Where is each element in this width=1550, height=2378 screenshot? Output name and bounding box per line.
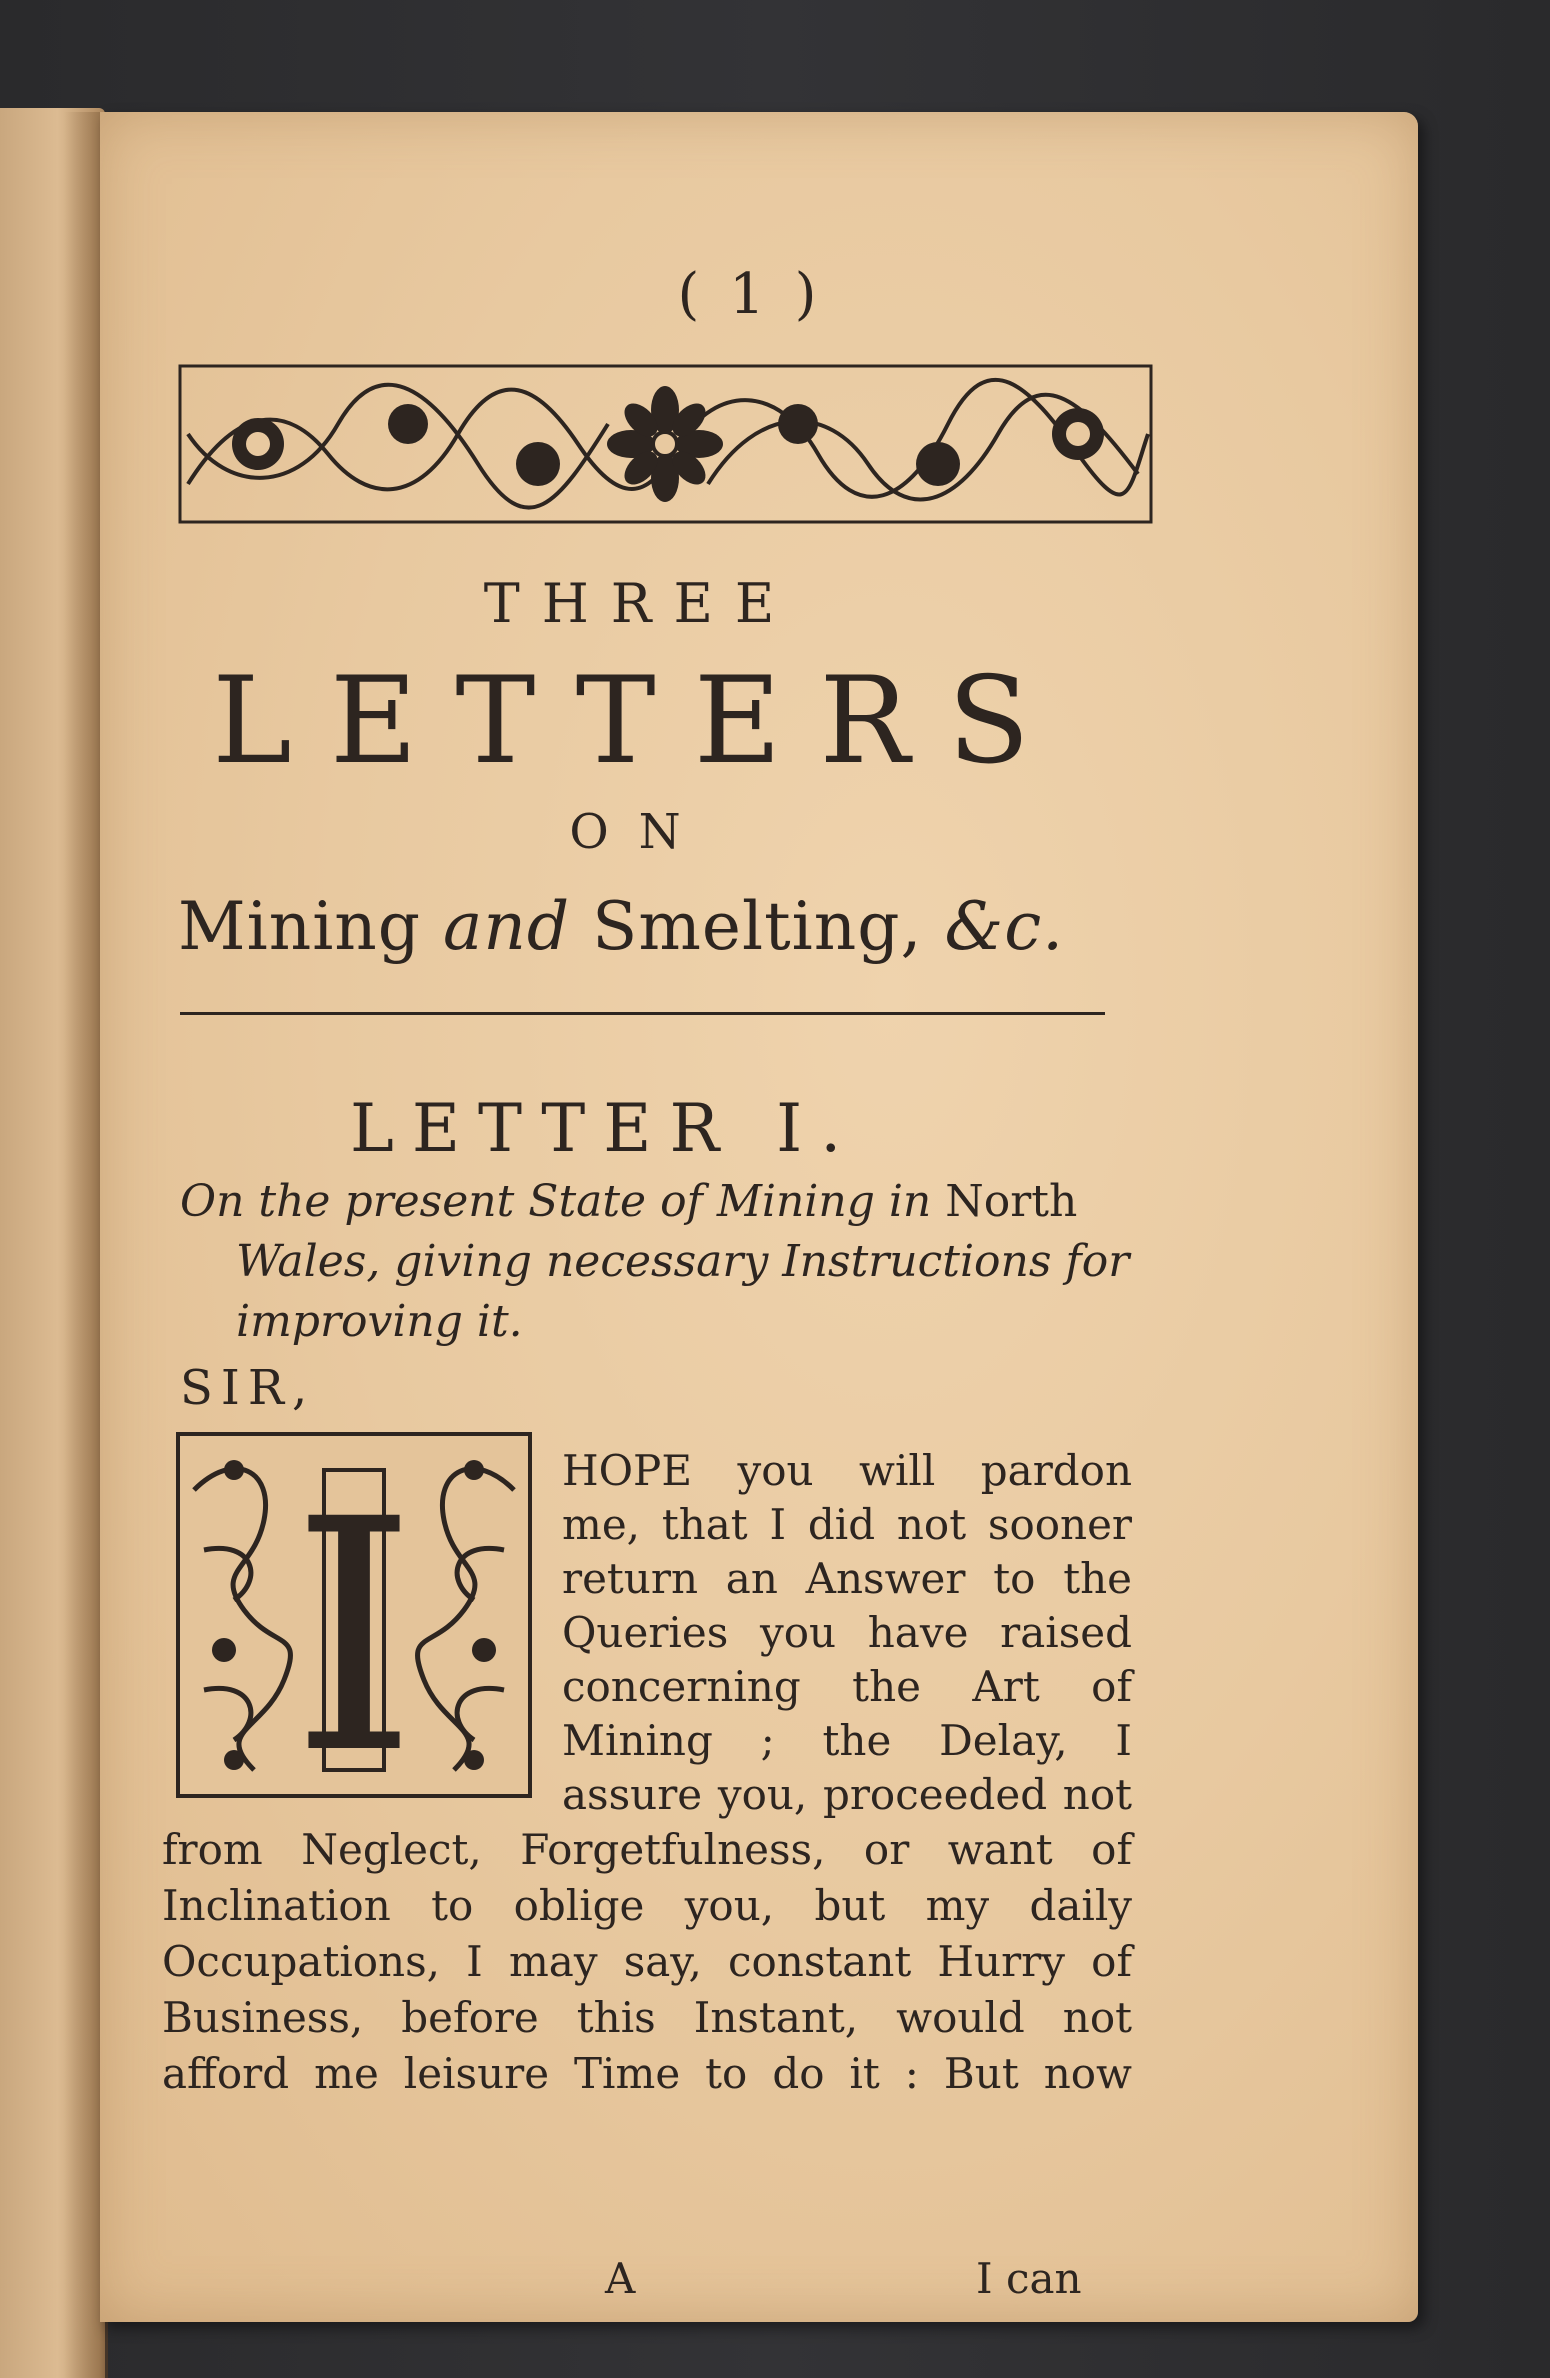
body-text-full-width [162,1822,1132,2102]
title-etc: &c. [944,888,1065,965]
body-line: Occupations, I may say, constant Hurry of [162,1937,1132,1986]
dropcap-letter: I [290,1452,418,1800]
subtitle-line: Wales, giving necessary Instructions for [236,1236,1130,1287]
body-text-beside-dropcap [562,1444,1132,1822]
title-mining-word: Mining [178,888,444,965]
subtitle-north: North [945,1176,1078,1227]
body-line: concerning the Art of [562,1662,1132,1711]
floral-headpiece-ornament [178,364,1153,524]
title-mining-and-smelting [178,888,1178,965]
signature-mark: A [605,2254,636,2303]
subtitle-line [180,1172,1120,1232]
body-line: Inclination to oblige you, but my daily [162,1881,1132,1930]
ornamental-dropcap [174,1430,534,1800]
subtitle-line: improving it. [236,1296,523,1347]
body-line: Queries you have raised [562,1608,1132,1657]
title-and-word: and [443,888,571,965]
book-page [100,112,1418,2322]
body-line: assure you, proceeded not [562,1770,1132,1819]
page-number: ( 1 ) [677,262,823,327]
salutation: SIR, [180,1360,316,1416]
title-three: THREE [483,572,797,635]
body-line: return an Answer to the [562,1554,1132,1603]
body-line: from Neglect, Forgetfulness, or want of [162,1825,1132,1874]
horizontal-rule [180,1012,1105,1015]
title-letters: LETTERS [212,652,1068,791]
body-line: Mining ; the Delay, I [562,1716,1132,1765]
body-line: Business, before this Instant, would not [162,1993,1132,2042]
title-on: ON [569,804,711,860]
body-line: afford me leisure Time to do it : But now [162,2049,1132,2098]
letter-subtitle [180,1172,1130,1352]
subtitle-line-text: On the present State of Mining in [180,1176,946,1227]
body-line: me, that I did not sooner [562,1500,1132,1549]
body-line: HOPE you will pardon [562,1446,1132,1495]
title-smelting-word: Smelting, [570,888,945,965]
letter-heading: LETTER I. [350,1090,860,1167]
catchword: I can [976,2254,1082,2303]
